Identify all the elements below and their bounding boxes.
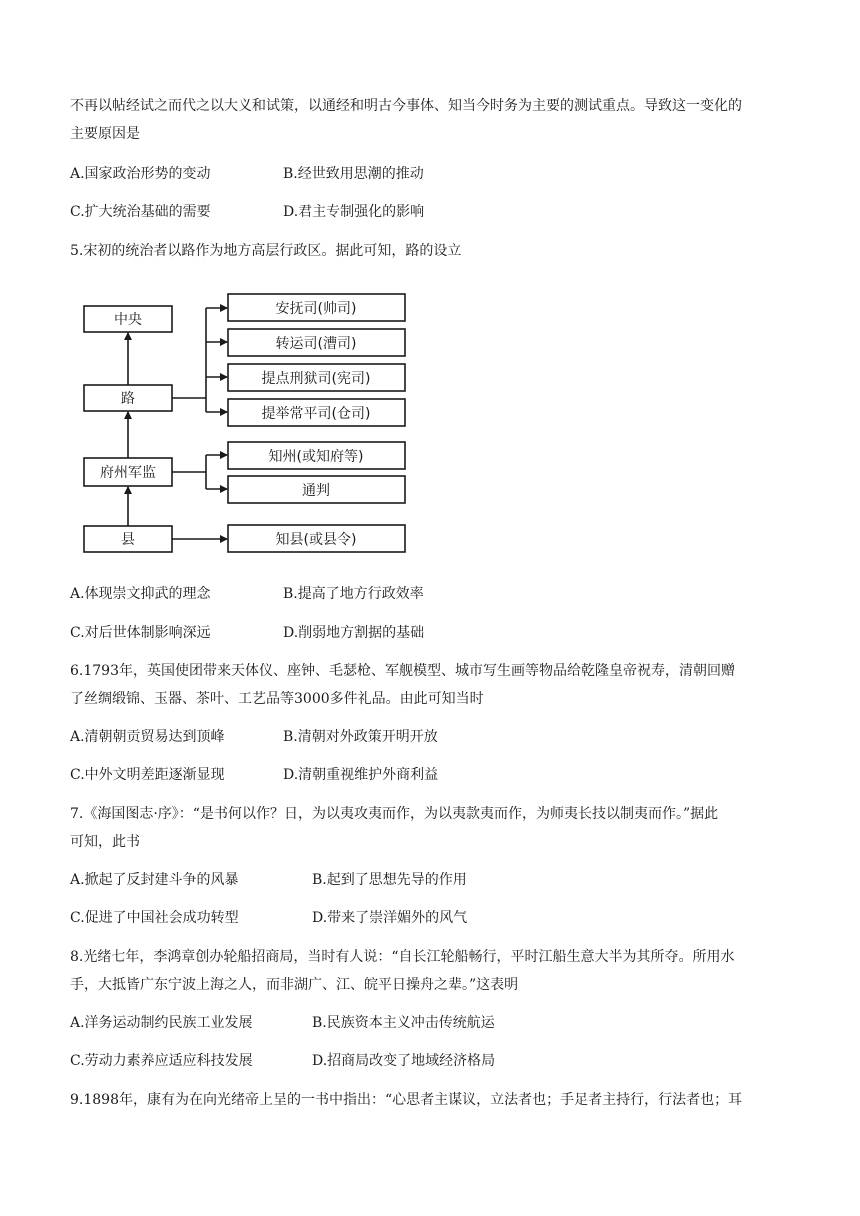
q8-option-a: A.洋务运动制约民族工业发展 [70, 1015, 253, 1031]
label-anfu: 安抚司(帅司) [275, 301, 357, 317]
q5-option-a: A.体现崇文抑武的理念 [70, 586, 211, 602]
label-zhizhou: 知州(或知府等) [268, 449, 364, 465]
q7-stem-line-1: 7.《海国图志·序》：“是书何以作？日，为以夷攻夷而作，为以夷款夷而作，为师夷长技以制夷而作。”据此 [70, 806, 719, 822]
label-prefecture: 府州军监 [100, 465, 156, 481]
q8-option-c: C.劳动力素养应适应科技发展 [70, 1053, 253, 1069]
q6-option-b: B.清朝对外政策开明开放 [283, 729, 438, 745]
q8-stem-line-1: 8.光绪七年，李鸿章创办轮船招商局，当时有人说：“自长江轮船畅行，平时江船生意大半为其所夺。所用水 [70, 949, 735, 965]
q7-stem-line-2: 可知，此书 [70, 834, 140, 850]
q6-stem-line-2: 了丝绸缎锦、玉器、茶叶、工艺品等3000多件礼品。由此可知当时 [70, 691, 484, 707]
label-tidian: 提点刑狱司(宪司) [261, 371, 371, 387]
q9-stem-line-1: 9.1898年，康有为在向光绪帝上呈的一书中指出：“心思者主谋议，立法者也；手足者主持行，行法者也；耳 [70, 1092, 743, 1108]
label-zhixian: 知县(或县令) [275, 532, 357, 548]
q5-option-c: C.对后世体制影响深远 [70, 625, 211, 641]
q6-stem-line-1: 6.1793年，英国使团带来天体仪、座钟、毛瑟枪、军舰模型、城市写生画等物品给乾隆皇帝祝寿，清朝回赠 [70, 663, 735, 679]
q7-option-a: A.掀起了反封建斗争的风暴 [70, 872, 239, 888]
label-tiju: 提举常平司(仓司) [261, 406, 371, 422]
label-lu: 路 [121, 391, 135, 407]
q7-option-d: D.带来了崇洋媚外的风气 [312, 910, 468, 926]
q8-option-b: B.民族资本主义冲击传统航运 [312, 1015, 495, 1031]
q4-stem-line-1: 不再以帖经试之而代之以大义和试策，以通经和明古今事体、知当今时务为主要的测试重点。导致这一变化的 [70, 98, 742, 114]
label-tongpan: 通判 [302, 483, 330, 499]
q6-option-c: C.中外文明差距逐渐显现 [70, 767, 225, 783]
q4-option-d: D.君主专制强化的影响 [283, 204, 425, 220]
q5-option-b: B.提高了地方行政效率 [283, 586, 424, 602]
label-central: 中央 [114, 312, 142, 328]
q7-option-b: B.起到了思想先导的作用 [312, 872, 467, 888]
q7-option-c: C.促进了中国社会成功转型 [70, 910, 239, 926]
q6-option-a: A.清朝朝贡贸易达到顶峰 [70, 729, 225, 745]
q5-option-d: D.削弱地方割据的基础 [283, 625, 425, 641]
song-admin-diagram [70, 284, 420, 560]
q8-option-d: D.招商局改变了地域经济格局 [312, 1053, 496, 1069]
q4-option-c: C.扩大统治基础的需要 [70, 204, 211, 220]
q5-stem: 5.宋初的统治者以路作为地方高层行政区。据此可知，路的设立 [70, 243, 462, 259]
label-zhuanyun: 转运司(漕司) [275, 336, 357, 352]
q4-option-a: A.国家政治形势的变动 [70, 166, 211, 182]
q6-option-d: D.清朝重视维护外商利益 [283, 767, 439, 783]
label-county: 县 [121, 532, 135, 548]
q4-option-b: B.经世致用思潮的推动 [283, 166, 424, 182]
q8-stem-line-2: 手，大抵皆广东宁波上海之人，而非湖广、江、皖平日操舟之辈。”这表明 [70, 977, 519, 993]
q4-stem-line-2: 主要原因是 [70, 126, 140, 142]
